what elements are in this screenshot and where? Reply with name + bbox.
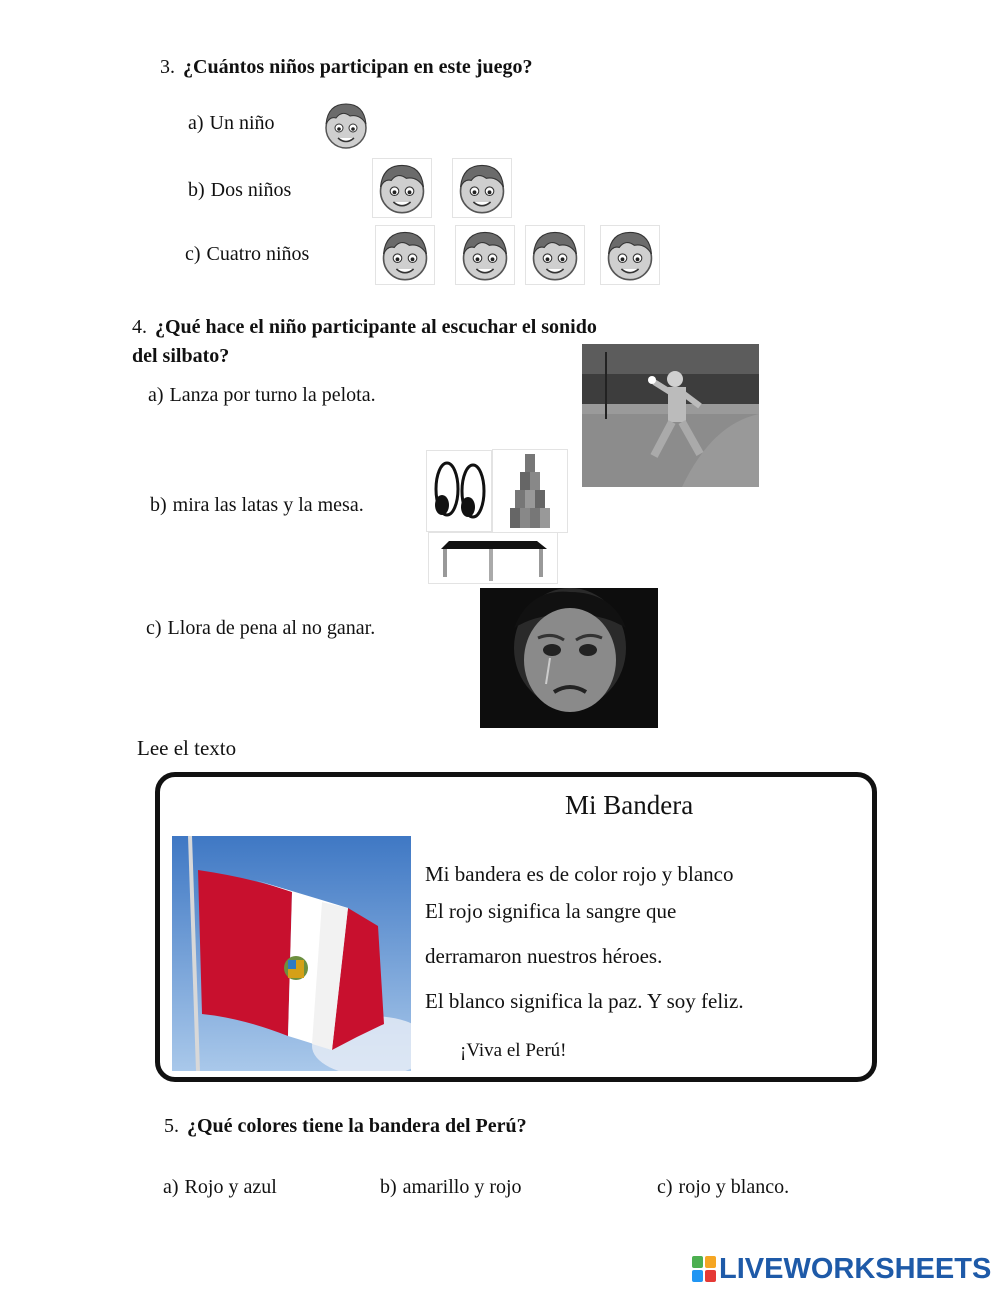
option-text: Rojo y azul: [184, 1176, 277, 1198]
q5-option-a[interactable]: [163, 1176, 277, 1199]
boy-face-icon: [375, 225, 435, 285]
option-text: rojo y blanco.: [678, 1176, 790, 1198]
reading-line: El blanco significa la paz. Y soy feliz.: [425, 989, 744, 1013]
reading-line: ¡Viva el Perú!: [460, 1040, 567, 1061]
option-letter: c): [657, 1176, 673, 1198]
boy-face-icon: [452, 158, 512, 218]
question-5: [164, 1115, 527, 1138]
question-text: ¿Qué colores tiene la bandera del Perú?: [187, 1115, 527, 1137]
liveworksheets-logo-icon: [692, 1256, 716, 1282]
option-letter: c): [185, 243, 201, 265]
boy-face-icon: [320, 98, 372, 152]
reading-line: El rojo significa la sangre que: [425, 899, 677, 923]
option-letter: b): [150, 494, 167, 516]
option-letter: a): [163, 1176, 179, 1198]
q3-option-b[interactable]: [188, 179, 291, 202]
q5-option-b[interactable]: [380, 1176, 522, 1199]
liveworksheets-logo[interactable]: [692, 1254, 991, 1284]
table-icon: [428, 532, 558, 584]
q5-option-c[interactable]: [657, 1176, 789, 1199]
boy-face-icon: [455, 225, 515, 285]
read-prompt: Lee el texto: [137, 736, 237, 760]
logo-text: LIVEWORKSHEETS: [719, 1252, 992, 1285]
reading-title: Mi Bandera: [565, 790, 694, 820]
reading-line: derramaron nuestros héroes.: [425, 944, 663, 968]
option-text: Llora de pena al no ganar.: [167, 617, 376, 639]
boy-face-icon: [600, 225, 660, 285]
question-4: [132, 316, 597, 339]
question-text: ¿Cuántos niños participan en este juego?: [183, 56, 533, 78]
peru-flag-photo: [172, 836, 411, 1071]
boy-face-icon: [525, 225, 585, 285]
option-letter: a): [148, 384, 164, 406]
q3-option-c[interactable]: [185, 243, 309, 266]
question-4-line2: del silbato?: [132, 345, 230, 367]
stacked-cans-icon: [492, 449, 568, 533]
option-text: Lanza por turno la pelota.: [169, 384, 376, 406]
option-letter: c): [146, 617, 162, 639]
option-text: Dos niños: [210, 179, 292, 201]
option-letter: b): [188, 179, 205, 201]
boy-face-icon: [372, 158, 432, 218]
question-3: [160, 56, 532, 79]
option-text: amarillo y rojo: [402, 1176, 522, 1198]
option-text: Cuatro niños: [206, 243, 310, 265]
question-number: 4.: [132, 316, 147, 338]
crying-boy-photo: [480, 588, 658, 728]
option-letter: a): [188, 112, 204, 134]
question-text: ¿Qué hace el niño participante al escuchar el sonido: [155, 316, 597, 338]
q4-option-a[interactable]: [148, 384, 376, 407]
boy-throwing-ball-photo: [582, 344, 759, 487]
question-number: 3.: [160, 56, 175, 78]
q4-option-b[interactable]: [150, 494, 364, 517]
reading-line: Mi bandera es de color rojo y blanco: [425, 862, 734, 886]
option-text: Un niño: [209, 112, 275, 134]
option-text: mira las latas y la mesa.: [172, 494, 364, 516]
q3-option-a[interactable]: [188, 112, 275, 135]
eyes-icon: [426, 450, 492, 532]
q4-option-c[interactable]: [146, 617, 375, 640]
question-number: 5.: [164, 1115, 179, 1137]
option-letter: b): [380, 1176, 397, 1198]
